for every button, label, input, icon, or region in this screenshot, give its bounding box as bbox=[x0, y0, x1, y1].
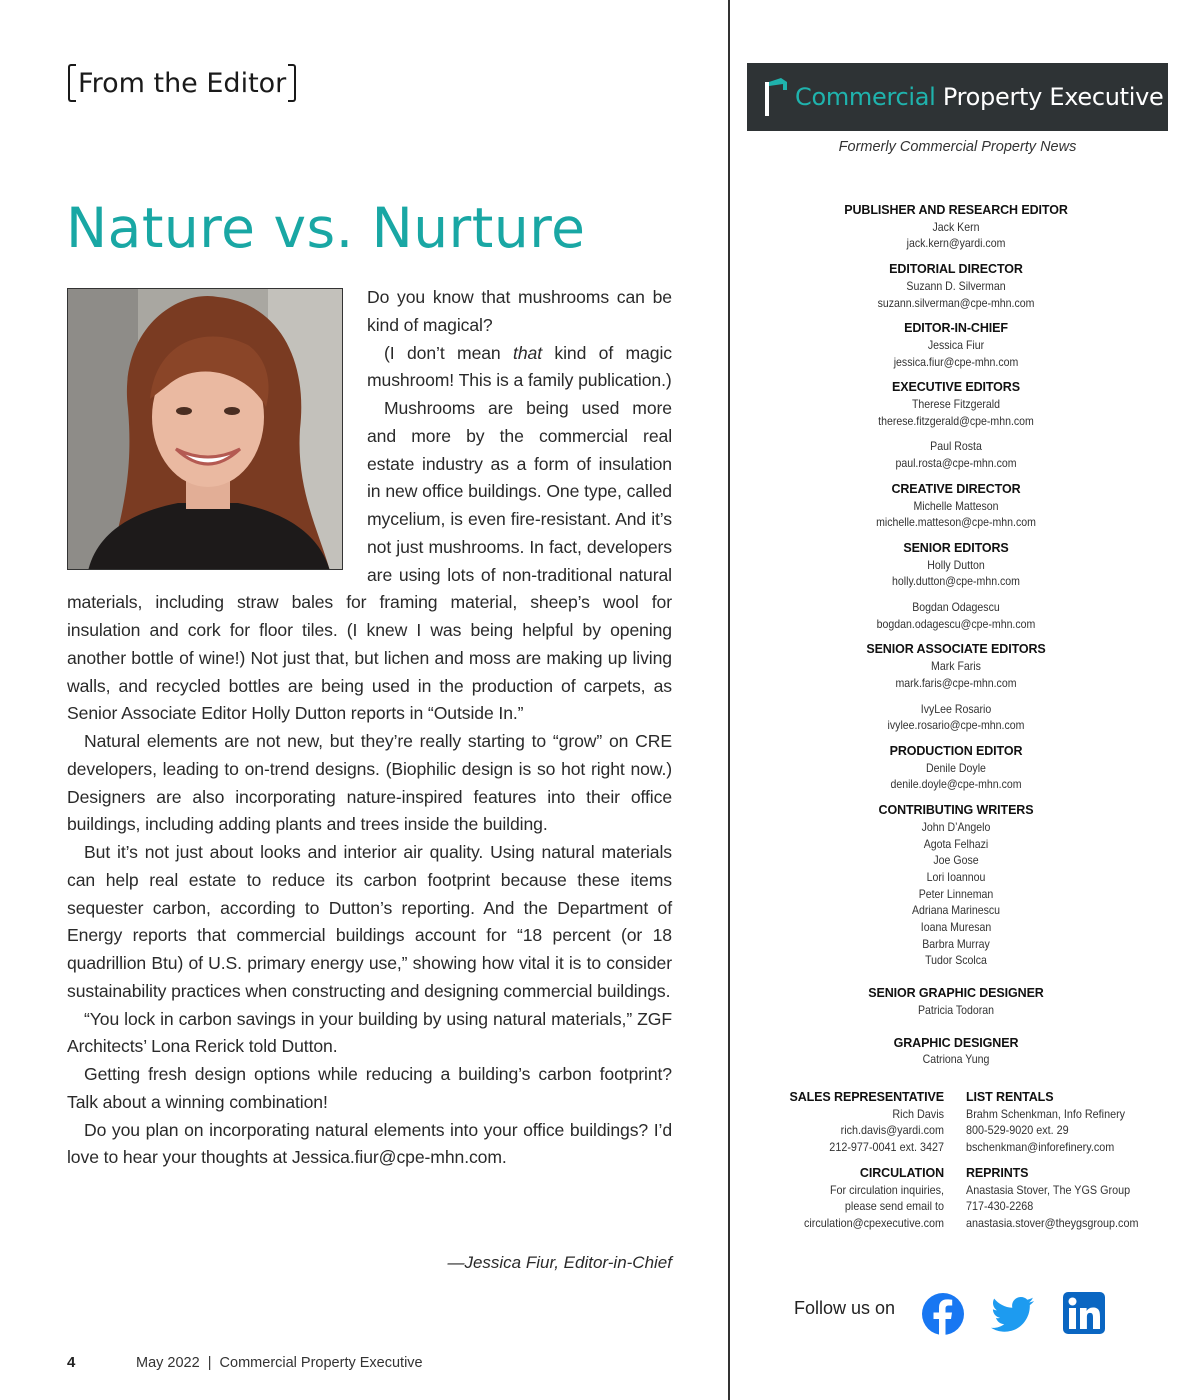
masthead-email[interactable]: therese.fitzgerald@cpe-mhn.com bbox=[878, 413, 1034, 428]
cpe-logo bbox=[747, 63, 1168, 131]
masthead-role-title: SENIOR GRAPHIC DESIGNER bbox=[868, 986, 1044, 1001]
masthead-line: Mark Faris bbox=[931, 659, 981, 674]
masthead-line: please send email to bbox=[844, 1199, 944, 1214]
masthead-email[interactable]: denile.doyle@cpe-mhn.com bbox=[890, 777, 1022, 792]
masthead-role-title: EDITORIAL DIRECTOR bbox=[889, 262, 1023, 277]
masthead-email[interactable]: holly.dutton@cpe-mhn.com bbox=[892, 574, 1020, 589]
linkedin-icon[interactable] bbox=[1062, 1291, 1108, 1337]
masthead-line: Joe Gose bbox=[933, 853, 979, 868]
masthead-entry-senior-graphic-designer bbox=[820, 985, 1092, 1018]
masthead-email[interactable]: anastasia.stover@theygsgroup.com bbox=[966, 1215, 1139, 1230]
masthead-entry-creative-director bbox=[820, 481, 1092, 531]
masthead-line: Catriona Yung bbox=[922, 1052, 990, 1067]
masthead-line: For circulation inquiries, bbox=[829, 1182, 944, 1197]
paragraph-2: (I don’t mean that kind of magic mushroom! This is a family publication.) bbox=[367, 342, 672, 391]
masthead-email[interactable]: paul.rosta@cpe-mhn.com bbox=[895, 456, 1017, 471]
masthead-email[interactable]: jessica.fiur@cpe-mhn.com bbox=[893, 354, 1019, 369]
page-number: 4 bbox=[67, 1354, 76, 1371]
masthead-left-contacts bbox=[760, 1089, 944, 1241]
masthead-entry-production-editor bbox=[820, 743, 1092, 793]
masthead-email[interactable]: ivylee.rosario@cpe-mhn.com bbox=[887, 718, 1025, 733]
masthead-line: Barbra Murray bbox=[922, 936, 990, 951]
masthead-email[interactable]: jack.kern@yardi.com bbox=[906, 236, 1006, 251]
masthead-line: IvyLee Rosario bbox=[920, 701, 992, 716]
masthead-entry-circulation bbox=[760, 1165, 944, 1232]
masthead-staff-list bbox=[820, 202, 1092, 1077]
masthead-line: Jack Kern bbox=[932, 219, 980, 234]
paragraph-5: But it’s not just about looks and interior air quality. Using natural materials can help real estate to reduce its carbon footprint because these items sequester carbon, according to Dutton’s reporting. And the Department of Energy reports that commercial buildings account for “18 percent (or 18 quadrillion Btu) of U.S. primary energy use,” showing how vital it is to consider sustainability practices when constructing and designing commercial buildings. bbox=[67, 842, 672, 1001]
masthead-line: Ioana Muresan bbox=[920, 920, 992, 935]
masthead-email[interactable]: suzann.silverman@cpe-mhn.com bbox=[877, 295, 1035, 310]
masthead-entry-paul-rosta bbox=[820, 438, 1092, 471]
masthead-entry-bogdan-odagescu bbox=[820, 599, 1092, 632]
paragraph-4: Natural elements are not new, but they’re really starting to “grow” on CRE developers, leading to on-trend designs. (Biophilic design is so hot right now.) Designers are also incorporating nature-inspired features into their office buildings, including adding plants and trees inside the building. bbox=[67, 731, 672, 835]
masthead-entry-ivylee-rosario bbox=[820, 701, 1092, 734]
editor-photo bbox=[67, 288, 343, 570]
masthead-entry-senior-editors bbox=[820, 540, 1092, 590]
editor-signature: —Jessica Fiur, Editor-in-Chief bbox=[447, 1253, 672, 1272]
paragraph-3: Mushrooms are being used more and more by the commercial real estate industry as a form of insulation in new office buildings. One type, called mycelium, is even fire-resistant. And it’s not just mushrooms. In fact, developers are using lots of non-traditional natural materials, including straw bales for framing material, sheep’s wool for insulation and cork for floor tiles. (I knew I was being helpful by opening another bottle of wine!) Not just that, but lichen and moss are making up living walls, and recycled bottles are being used in the production of carpets, as Senior Associate Editor Holly Dutton reports in “Outside In.” bbox=[67, 398, 672, 724]
masthead-line: Michelle Matteson bbox=[913, 498, 999, 513]
masthead-line: 212-977-0041 ext. 3427 bbox=[829, 1140, 944, 1155]
masthead-line: John D’Angelo bbox=[921, 819, 991, 834]
masthead-role-title: PUBLISHER AND RESEARCH EDITOR bbox=[844, 203, 1068, 217]
paragraph-6: “You lock in carbon savings in your building by using natural materials,” ZGF Architects’ Lona Rerick told Dutton. bbox=[67, 1008, 672, 1057]
masthead-line: Adriana Marinescu bbox=[911, 903, 1001, 918]
masthead-email[interactable]: mark.faris@cpe-mhn.com bbox=[895, 675, 1017, 690]
masthead-line: Patricia Todoran bbox=[917, 1002, 995, 1017]
masthead-role-title: CREATIVE DIRECTOR bbox=[891, 481, 1021, 496]
masthead-entry-editorial-director bbox=[820, 261, 1092, 311]
masthead-email[interactable]: bschenkman@inforefinery.com bbox=[966, 1140, 1115, 1155]
masthead-entry-graphic-designer bbox=[820, 1035, 1092, 1068]
logo-mark-icon bbox=[759, 76, 793, 118]
masthead-line: Jessica Fiur bbox=[927, 337, 985, 352]
masthead-role-title: EXECUTIVE EDITORS bbox=[892, 380, 1020, 395]
masthead-line: Tudor Scolca bbox=[925, 953, 987, 968]
masthead-line: Lori Ioannou bbox=[926, 869, 986, 884]
masthead-role-title: SALES REPRESENTATIVE bbox=[789, 1090, 944, 1104]
section-label bbox=[68, 64, 296, 102]
masthead-entry-contributing-writers bbox=[820, 802, 1092, 969]
masthead-entry-reprints bbox=[966, 1165, 1166, 1232]
masthead-email[interactable]: michelle.matteson@cpe-mhn.com bbox=[876, 515, 1036, 530]
headline: Nature vs. Nurture bbox=[66, 196, 586, 260]
masthead-line: Agota Felhazi bbox=[923, 836, 989, 851]
bracket-right bbox=[288, 64, 296, 102]
paragraph-8: Do you plan on incorporating natural elements into your office buildings? I’d love to hear your thoughts at Jessica.fiur@cpe-mhn.com. bbox=[67, 1119, 672, 1168]
masthead-line: Rich Davis bbox=[892, 1106, 944, 1121]
masthead-entry-editor-in-chief bbox=[820, 320, 1092, 370]
masthead-role-title: SENIOR EDITORS bbox=[903, 540, 1009, 555]
masthead-entry-publisher-and-research-editor bbox=[820, 202, 1092, 252]
masthead-role-title: EDITOR-IN-CHIEF bbox=[904, 321, 1008, 336]
logo-wordmark: Commercial Property Executive bbox=[795, 83, 1164, 111]
masthead-line: Paul Rosta bbox=[930, 439, 982, 454]
paragraph-7: Getting fresh design options while reducing a building’s carbon footprint? Talk about a winning combination! bbox=[67, 1064, 672, 1112]
masthead-line: Denile Doyle bbox=[926, 760, 986, 775]
section-label-text: From the Editor bbox=[78, 67, 287, 99]
issue-line: May 2022 | Commercial Property Executive bbox=[136, 1355, 423, 1371]
column-divider bbox=[728, 0, 730, 1400]
article-body bbox=[67, 284, 672, 1172]
paragraph-1: Do you know that mushrooms can be kind of magical? bbox=[367, 287, 672, 335]
masthead-line: Therese Fitzgerald bbox=[911, 397, 1001, 412]
masthead-line: Peter Linneman bbox=[918, 886, 994, 901]
masthead-email[interactable]: rich.davis@yardi.com bbox=[840, 1123, 944, 1138]
masthead-line: Bogdan Odagescu bbox=[912, 600, 1000, 615]
follow-us-label: Follow us on bbox=[794, 1298, 896, 1318]
formerly-line: Formerly Commercial Property News bbox=[838, 139, 1077, 155]
masthead-line: Brahm Schenkman, Info Refinery bbox=[966, 1106, 1126, 1121]
masthead-line: Holly Dutton bbox=[927, 557, 985, 572]
masthead-role-title: PRODUCTION EDITOR bbox=[889, 743, 1023, 758]
bracket-left bbox=[68, 64, 76, 102]
masthead-email[interactable]: circulation@cpexecutive.com bbox=[803, 1215, 944, 1230]
masthead-line: 800-529-9020 ext. 29 bbox=[966, 1123, 1069, 1138]
masthead-role-title: CONTRIBUTING WRITERS bbox=[878, 803, 1034, 818]
masthead-entry-list-rentals bbox=[966, 1089, 1166, 1156]
facebook-icon[interactable] bbox=[920, 1291, 966, 1337]
masthead-entry-sales-representative bbox=[760, 1089, 944, 1156]
masthead-right-contacts bbox=[966, 1089, 1166, 1241]
masthead-line: Anastasia Stover, The YGS Group bbox=[966, 1182, 1131, 1197]
masthead-role-title: REPRINTS bbox=[966, 1165, 1029, 1180]
masthead-role-title: LIST RENTALS bbox=[966, 1090, 1054, 1104]
masthead-entry-senior-associate-editors bbox=[820, 641, 1092, 691]
masthead-line: Suzann D. Silverman bbox=[906, 278, 1006, 293]
masthead-role-title: CIRCULATION bbox=[859, 1165, 944, 1180]
masthead-line: 717-430-2268 bbox=[966, 1199, 1034, 1214]
masthead-email[interactable]: bogdan.odagescu@cpe-mhn.com bbox=[876, 616, 1036, 631]
masthead-role-title: SENIOR ASSOCIATE EDITORS bbox=[866, 642, 1046, 657]
masthead-role-title: GRAPHIC DESIGNER bbox=[893, 1035, 1019, 1050]
masthead-entry-executive-editors bbox=[820, 379, 1092, 429]
twitter-icon[interactable] bbox=[990, 1291, 1036, 1337]
